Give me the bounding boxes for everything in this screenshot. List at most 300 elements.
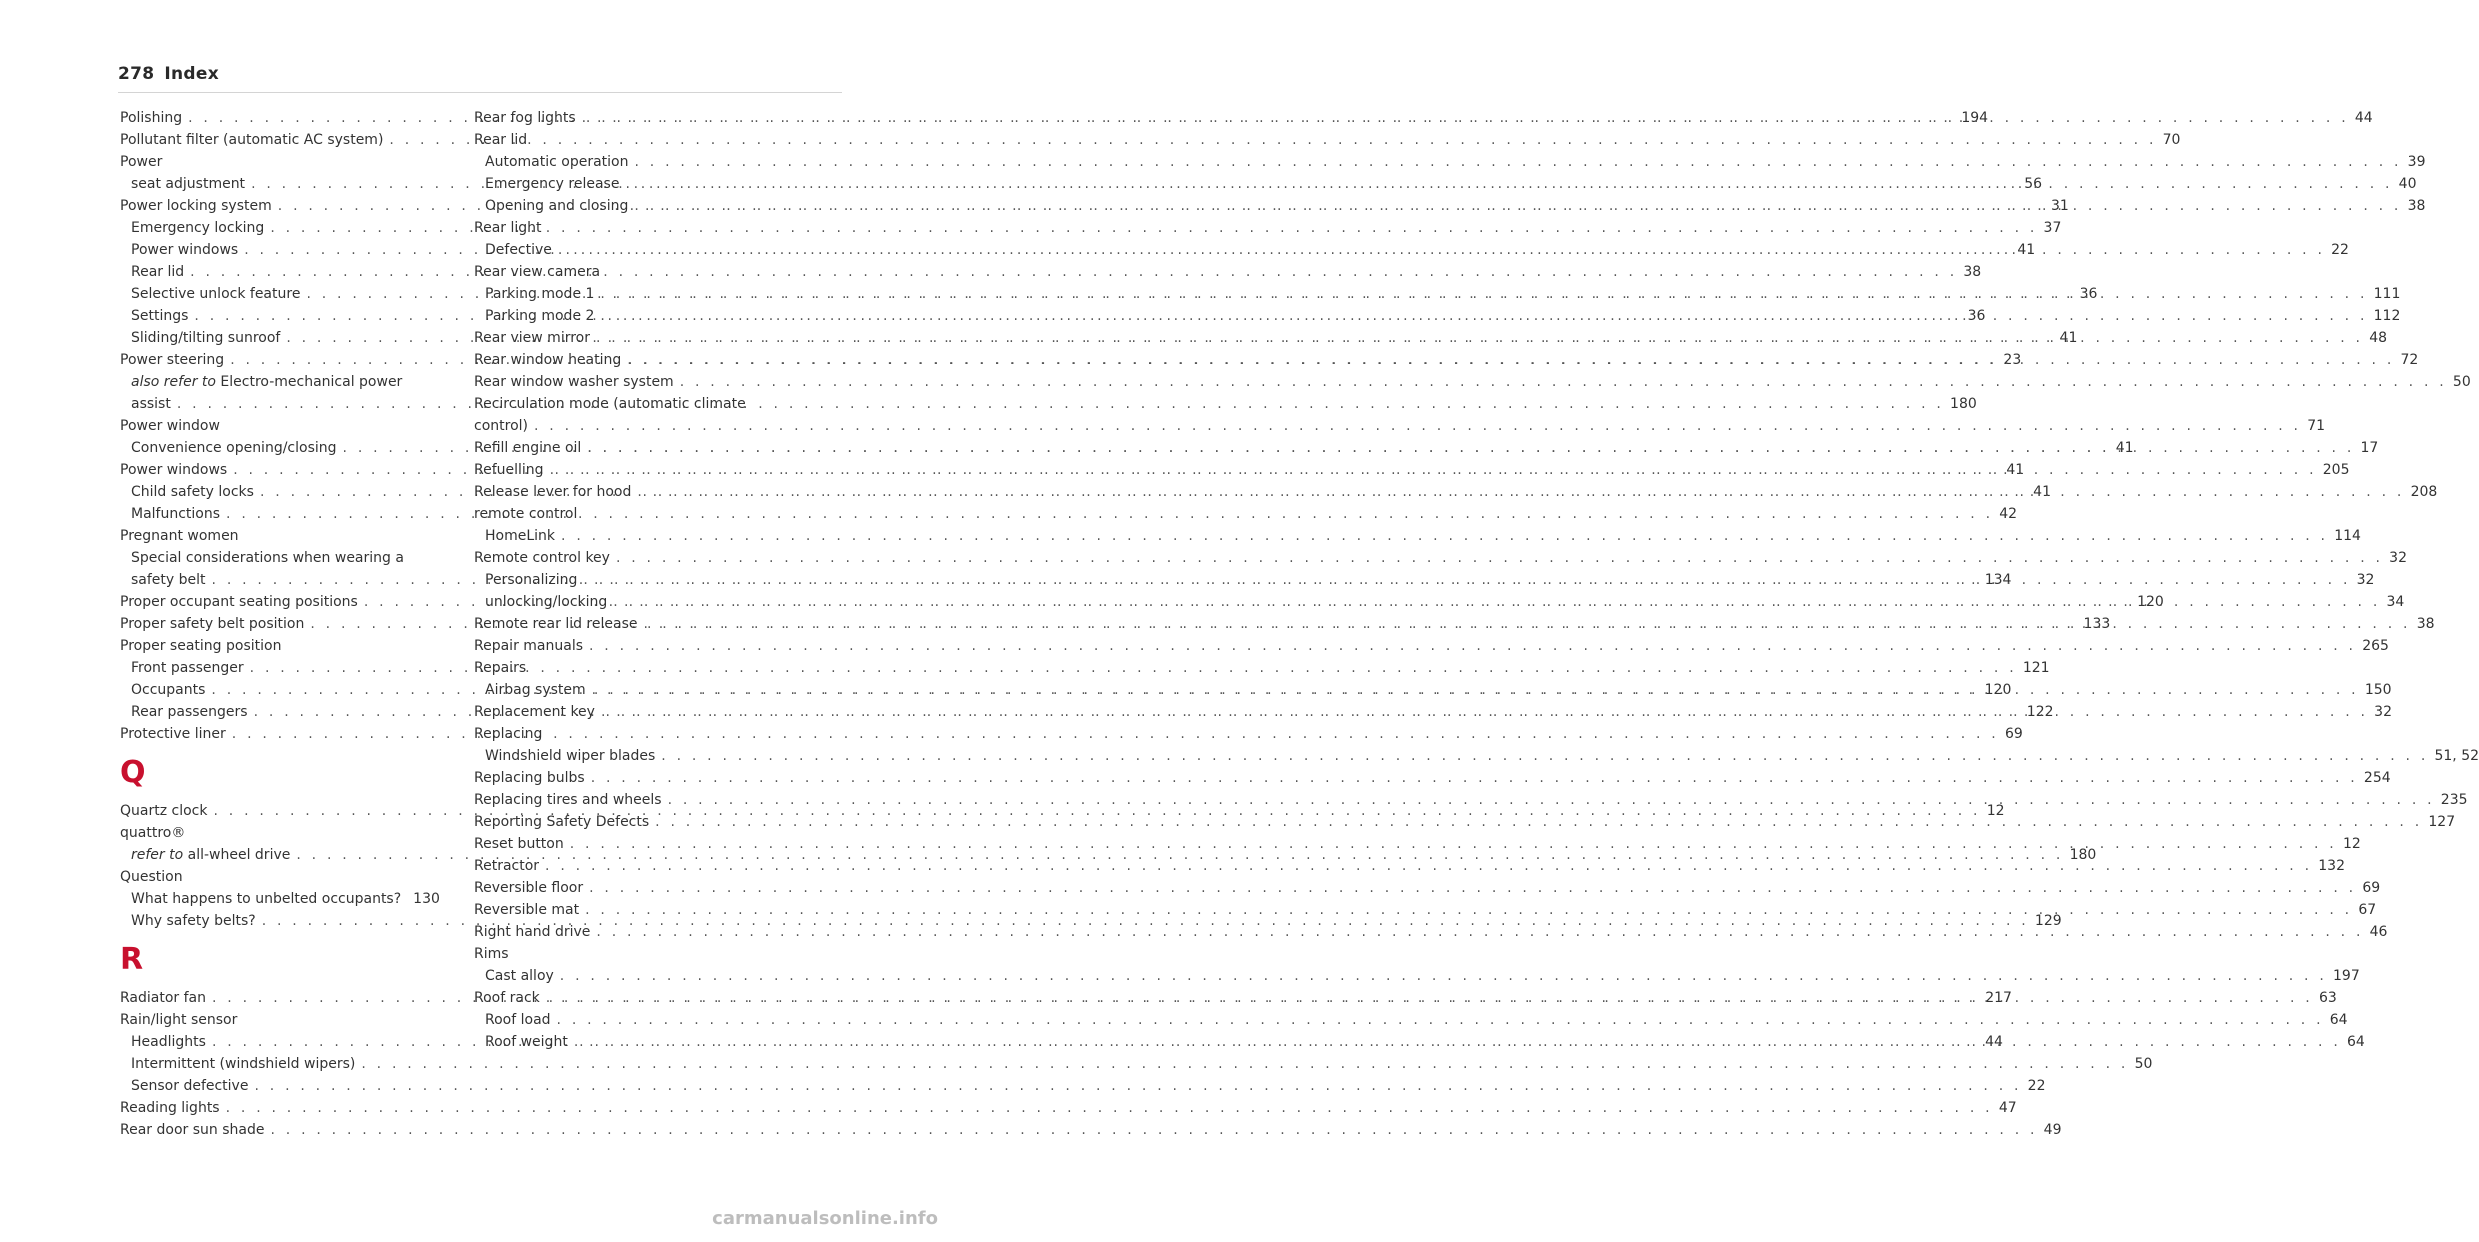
page-reference: 44	[2354, 110, 2373, 126]
page-reference: 39	[2407, 154, 2426, 170]
index-entry-label: Roof rack	[474, 990, 540, 1006]
page-reference: 50	[2452, 374, 2471, 390]
page-reference: 134	[1984, 572, 2012, 588]
index-entry-term	[485, 1031, 568, 1053]
page-reference: 46	[2369, 924, 2388, 940]
page-reference: 194	[1961, 110, 1989, 126]
index-entry-term	[474, 855, 539, 877]
index-entry-label: Windshield wiper blades	[485, 748, 656, 764]
index-entry-label: unlocking/locking	[485, 594, 608, 610]
index-entry-label: Parking mode 1	[485, 286, 595, 302]
index-heading	[120, 151, 436, 173]
index-entry-term	[485, 173, 619, 195]
index-entry-label: Rear fog lights	[474, 110, 576, 126]
index-entry-label: Emergency release	[485, 176, 620, 192]
index-entry-label: Pollutant filter (automatic AC system)	[120, 132, 384, 148]
index-entry-label: Radiator fan	[120, 990, 206, 1006]
index-entry-term	[485, 283, 594, 305]
index-entry-term	[131, 283, 300, 305]
index-entry-label: Cast alloy	[485, 968, 554, 984]
page-reference: 12	[1986, 803, 2005, 819]
index-entry-term	[474, 987, 540, 1009]
page-reference: 67	[2358, 902, 2377, 918]
index-entry-label: What happens to unbelted occupants?	[131, 891, 402, 907]
index-entry-label: Airbag system	[485, 682, 586, 698]
index-entry-label: Release lever for hood	[474, 484, 632, 500]
index-entry-label: Settings	[131, 308, 189, 324]
index-entry-label: Pregnant women	[120, 528, 239, 544]
page-reference: 180	[2069, 847, 2097, 863]
dot-leader	[557, 1009, 2324, 1031]
index-entry-term	[120, 723, 226, 745]
page-reference: 50	[2134, 1056, 2153, 1072]
index-entry-label: Quartz clock	[120, 803, 208, 819]
index-entry-label: Repair manuals	[474, 638, 583, 654]
dot-leader	[616, 547, 2383, 569]
page-reference: 122	[2026, 704, 2054, 720]
index-entry-label: Power	[120, 154, 163, 170]
index-entry-term	[120, 638, 281, 654]
page-reference: 44	[1985, 1034, 2003, 1050]
page-reference: 32	[2389, 550, 2407, 566]
index-entry-label: Emergency locking	[131, 220, 265, 236]
index-entry-term	[474, 371, 674, 393]
index-entry-label: Child safety locks	[131, 484, 254, 500]
index-entry-term	[131, 239, 238, 261]
index-entry-term	[131, 844, 290, 866]
dot-leader	[270, 1119, 2037, 1141]
dot-leader	[643, 613, 2410, 635]
dot-leader	[596, 327, 2363, 349]
index-entry-term	[120, 800, 207, 822]
index-entry-term	[131, 173, 245, 195]
index-entry-term	[474, 833, 564, 855]
dot-leader	[560, 965, 2327, 987]
dot-leader	[587, 437, 2354, 459]
page-reference: 64	[2329, 1012, 2348, 1028]
dot-leader	[558, 239, 2325, 261]
cross-reference-prefix: refer to	[131, 847, 184, 863]
index-entry-label: Automatic operation	[485, 154, 629, 170]
dot-leader	[600, 305, 2367, 327]
page-reference: 49	[2043, 1122, 2062, 1138]
index-entry-label: Rear view camera	[474, 264, 601, 280]
index-entry-label: Proper occupant seating positions	[120, 594, 358, 610]
index-entry-label: Headlights	[131, 1034, 206, 1050]
index-entry-term	[131, 305, 188, 327]
index-entry-label: Replacement key	[474, 704, 595, 720]
index-entry-label: Occupants	[131, 682, 206, 698]
index-entry	[474, 547, 2407, 569]
page-reference: 34	[2386, 594, 2405, 610]
index-entry-label: Rear passengers	[131, 704, 248, 720]
index-heading	[474, 261, 789, 283]
index-entry-label: control)	[474, 418, 528, 434]
page-reference: 63	[2318, 990, 2337, 1006]
index-entry-term	[474, 396, 746, 412]
index-entry-term	[474, 506, 577, 522]
index-entry-term	[474, 921, 590, 943]
index-entry	[474, 371, 2471, 393]
index-entry-term	[474, 437, 581, 459]
section-letter: Q	[120, 755, 146, 790]
index-entry-term	[485, 239, 552, 261]
index-entry-term	[120, 987, 206, 1009]
page-reference: 41	[2006, 462, 2025, 478]
index-entry-label: Selective unlock feature	[131, 286, 301, 302]
dot-leader	[190, 261, 1957, 283]
page-reference: 112	[2373, 308, 2401, 324]
index-entry-term	[120, 154, 162, 170]
index-entry-term	[485, 679, 586, 701]
index-heading	[120, 822, 436, 844]
page-reference: 12	[2342, 836, 2361, 852]
index-entry-term	[474, 327, 590, 349]
page-reference: 23	[2003, 352, 2022, 368]
index-entry-label: Rear lid	[131, 264, 185, 280]
page-reference: 56	[2024, 176, 2043, 192]
dot-leader	[589, 635, 2356, 657]
index-entry-term	[474, 220, 542, 236]
index-entry	[474, 1009, 2348, 1031]
page-reference: 208	[2410, 484, 2438, 500]
page-reference: 48	[2369, 330, 2388, 346]
page-reference: 114	[2334, 528, 2361, 544]
index-heading	[120, 635, 436, 657]
dot-leader	[534, 415, 2301, 437]
page-reference: 41	[2059, 330, 2078, 346]
cross-reference-prefix: also refer to	[131, 374, 216, 390]
page-reference: 120	[1984, 682, 2012, 698]
index-entry-label: Defective	[485, 242, 552, 258]
index-entry-label: Reading lights	[120, 1100, 220, 1116]
index-entry	[474, 151, 2426, 173]
index-heading	[120, 371, 436, 393]
index-entry-term	[131, 910, 256, 932]
index-entry-term	[131, 1031, 206, 1053]
index-entry-term	[474, 899, 579, 921]
index-entry-term	[485, 569, 577, 591]
index-entry	[474, 415, 2326, 437]
index-entry-label: Parking mode 2	[485, 308, 595, 324]
index-entry-term	[474, 877, 583, 899]
index-entry-label: Right hand drive	[474, 924, 591, 940]
index-heading	[474, 129, 789, 151]
page-header	[118, 64, 219, 84]
index-entry-label: Repairs	[474, 660, 527, 676]
dot-leader	[550, 459, 2317, 481]
index-entry-label: Reset button	[474, 836, 564, 852]
page-reference: 129	[2034, 913, 2062, 929]
index-entry-term	[485, 305, 594, 327]
index-entry-term	[131, 217, 264, 239]
dot-leader	[637, 481, 2404, 503]
page-reference: 69	[2362, 880, 2381, 896]
index-entry-term	[131, 701, 248, 723]
index-entry-term	[131, 550, 404, 566]
index-entry	[474, 811, 2456, 833]
index-entry-label: Question	[120, 869, 183, 885]
dot-leader	[600, 283, 2367, 305]
dot-leader	[591, 767, 2358, 789]
index-entry-term	[485, 195, 628, 217]
index-entry-label: Roof load	[485, 1012, 551, 1028]
index-entry-term	[131, 481, 254, 503]
dot-leader	[585, 899, 2352, 921]
watermark: carmanualsonline.info	[712, 1208, 938, 1229]
page-reference: 265	[2362, 638, 2389, 654]
index-entry-term	[474, 547, 610, 569]
index-entry-term	[120, 107, 182, 129]
page-reference: 41	[2033, 484, 2051, 500]
header-divider	[118, 92, 842, 93]
index-entry-term	[474, 726, 542, 742]
index-entry-label: Power windows	[120, 462, 228, 478]
index-entry-term	[120, 459, 227, 481]
index-entry-label: Rear door sun shade	[120, 1122, 265, 1138]
index-entry-label: Why safety belts?	[131, 913, 256, 929]
dot-leader	[625, 173, 2392, 195]
index-entry-label: Refill engine oil	[474, 440, 582, 456]
page-reference: 42	[1999, 506, 2018, 522]
index-entry-label: Proper safety belt position	[120, 616, 305, 632]
index-entry-label: Power steering	[120, 352, 225, 368]
page-reference: 17	[2360, 440, 2379, 456]
page-reference: 130	[413, 891, 440, 907]
index-entry-term	[120, 1097, 220, 1119]
index-entry-term	[474, 481, 631, 503]
page-reference: 69	[2004, 726, 2023, 742]
page-reference: 38	[1963, 264, 1982, 280]
page-reference: 111	[2373, 286, 2401, 302]
dot-leader	[592, 679, 2359, 701]
page-reference: 38	[2416, 616, 2435, 632]
page-reference: 64	[2347, 1034, 2365, 1050]
index-entry-term	[485, 1009, 551, 1031]
index-entry-term	[485, 151, 628, 173]
page-reference: 127	[2428, 814, 2456, 830]
dot-leader	[634, 151, 2401, 173]
index-entry	[474, 965, 2360, 987]
index-entry-term	[474, 660, 526, 676]
index-entry	[474, 877, 2381, 899]
dot-leader	[596, 921, 2363, 943]
page-reference: 41	[2017, 242, 2036, 258]
index-entry-label: Polishing	[120, 110, 183, 126]
index-entry-term	[474, 635, 583, 657]
index-entry-term	[120, 869, 183, 885]
index-entry	[120, 1119, 2062, 1141]
index-entry-term	[131, 657, 244, 679]
dot-leader	[627, 349, 2394, 371]
index-entry-label: Roof weight	[485, 1034, 568, 1050]
index-entry-term	[120, 129, 383, 151]
page-reference: 36	[1967, 308, 1986, 324]
index-heading	[474, 503, 789, 525]
index-entry-label: safety belt	[131, 572, 206, 588]
dot-leader	[254, 1075, 2021, 1097]
dot-leader	[561, 525, 2328, 547]
index-entry-label: Proper seating position	[120, 638, 282, 654]
index-entry-label: Rain/light sensor	[120, 1012, 238, 1028]
index-entry	[120, 1097, 2017, 1119]
index-entry-label: Convenience opening/closing	[131, 440, 337, 456]
index-entry-label: Intermittent (windshield wipers)	[131, 1056, 356, 1072]
index-entry	[474, 635, 2389, 657]
index-entry-term	[474, 107, 576, 129]
index-entry-term	[131, 1053, 355, 1075]
index-entry-term	[474, 415, 528, 437]
page-title: Index	[164, 64, 219, 84]
page-reference: 205	[2322, 462, 2350, 478]
index-entry-label: Rims	[474, 946, 509, 962]
dot-leader	[668, 789, 2435, 811]
dot-leader	[661, 745, 2428, 767]
index-entry-term	[474, 811, 649, 833]
dot-leader	[582, 107, 2349, 129]
dot-leader	[634, 195, 2401, 217]
index-entry-term	[474, 767, 585, 789]
dot-leader	[583, 569, 2350, 591]
index-entry-label: Retractor	[474, 858, 540, 874]
index-entry-label: Rear window washer system	[474, 374, 674, 390]
index-entry-label: HomeLink	[485, 528, 556, 544]
index-entry	[120, 1075, 2046, 1097]
index-entry-term	[485, 965, 554, 987]
index-entry-term	[131, 1075, 248, 1097]
index-entry-label: Opening and closing	[485, 198, 629, 214]
index-entry-label: quattro®	[120, 825, 186, 841]
index-heading	[120, 415, 436, 437]
section-letter: R	[120, 942, 144, 977]
index-entry-label: Sensor defective	[131, 1078, 249, 1094]
index-entry-label: Reversible floor	[474, 880, 584, 896]
index-entry-term	[485, 525, 555, 547]
page-reference: 32	[2356, 572, 2375, 588]
page-reference: 32	[2374, 704, 2392, 720]
index-entry-label: Front passenger	[131, 660, 244, 676]
index-heading	[120, 547, 436, 569]
index-entry-term	[120, 825, 185, 841]
page-reference: 254	[2363, 770, 2391, 786]
index-entry-term	[131, 393, 171, 415]
index-entry-term	[485, 591, 607, 613]
page-reference: 40	[2398, 176, 2417, 192]
page-reference: 197	[2333, 968, 2360, 984]
index-heading	[474, 943, 789, 965]
dot-leader	[570, 833, 2337, 855]
dot-leader	[574, 1031, 2341, 1053]
index-entry-label: Protective liner	[120, 726, 226, 742]
page-reference: 41	[2115, 440, 2134, 456]
index-entry-term	[131, 327, 280, 349]
index-entry-label: Special considerations when wearing a	[131, 550, 404, 566]
index-heading	[474, 217, 789, 239]
page-reference: 217	[1985, 990, 2012, 1006]
dot-leader	[177, 393, 1944, 415]
index-entry-label: Personalizing	[485, 572, 578, 588]
index-entry-term	[474, 459, 544, 481]
page-reference: 235	[2440, 792, 2468, 808]
page-reference: 132	[2318, 858, 2345, 874]
index-entry-term	[131, 374, 402, 390]
page-reference: 70	[2162, 132, 2181, 148]
index-entry-term	[474, 946, 509, 962]
index-entry	[474, 525, 2361, 547]
index-entry-label: Sliding/tilting sunroof	[131, 330, 281, 346]
dot-leader	[589, 877, 2356, 899]
index-entry-term	[474, 701, 595, 723]
dot-leader	[680, 371, 2447, 393]
dot-leader	[226, 1097, 1993, 1119]
index-heading	[120, 866, 436, 888]
index-entry-label: Refuelling	[474, 462, 544, 478]
index-entry-label: Rear lid	[474, 132, 528, 148]
index-entry-label: Electro-mechanical power	[220, 374, 403, 390]
index-entry-term	[131, 437, 337, 459]
index-entry-label: assist	[131, 396, 171, 412]
index-entry-term	[120, 1119, 264, 1141]
index-heading	[474, 657, 789, 679]
index-entry-term	[474, 613, 637, 635]
index-entry-label: Power window	[120, 418, 220, 434]
index-entry-term	[120, 349, 224, 371]
index-entry	[120, 888, 440, 910]
page-reference: 71	[2307, 418, 2326, 434]
index-entry-term	[131, 261, 184, 283]
index-entry-term	[120, 613, 304, 635]
index-entry-term	[120, 591, 358, 613]
page-reference: 47	[1998, 1100, 2017, 1116]
index-entry-term	[131, 679, 205, 701]
index-entry-label: seat adjustment	[131, 176, 246, 192]
index-heading	[120, 1009, 436, 1031]
index-entry-label: Remote rear lid release	[474, 616, 638, 632]
index-entry-term	[131, 503, 220, 525]
index-entry-term	[131, 569, 206, 591]
index-entry-term	[474, 789, 662, 811]
index-entry-label: Rear window heating	[474, 352, 622, 368]
index-entry-term	[120, 1012, 237, 1028]
page-number: 278	[118, 64, 155, 84]
index-entry-label: Reporting Safety Defects	[474, 814, 650, 830]
dot-leader	[545, 855, 2312, 877]
index-entry-label: Remote control key	[474, 550, 610, 566]
index-entry-label: Replacing bulbs	[474, 770, 585, 786]
index-entry-term	[131, 888, 401, 910]
page-reference: 31	[2050, 198, 2069, 214]
index-entry-label: Recirculation mode (automatic climate	[474, 396, 746, 412]
index-heading	[120, 525, 436, 547]
page-reference: 22	[2331, 242, 2349, 258]
index-entry-label: Replacing tires and wheels	[474, 792, 662, 808]
index-entry-label: Malfunctions	[131, 506, 221, 522]
index-entry-label: Power locking system	[120, 198, 272, 214]
index-heading	[474, 393, 789, 415]
index-entry-label: Rear view mirror	[474, 330, 590, 346]
index-entry	[474, 745, 2479, 767]
page-reference: 36	[2079, 286, 2098, 302]
dot-leader	[655, 811, 2422, 833]
page-reference: 121	[2022, 660, 2050, 676]
index-entry-label: Rear light	[474, 220, 542, 236]
index-entry-label: remote control	[474, 506, 578, 522]
dot-leader	[601, 701, 2368, 723]
index-entry-term	[120, 195, 272, 217]
index-entry-term	[474, 264, 600, 280]
page-reference: 51, 52	[2434, 748, 2479, 764]
index-entry-term	[485, 745, 655, 767]
